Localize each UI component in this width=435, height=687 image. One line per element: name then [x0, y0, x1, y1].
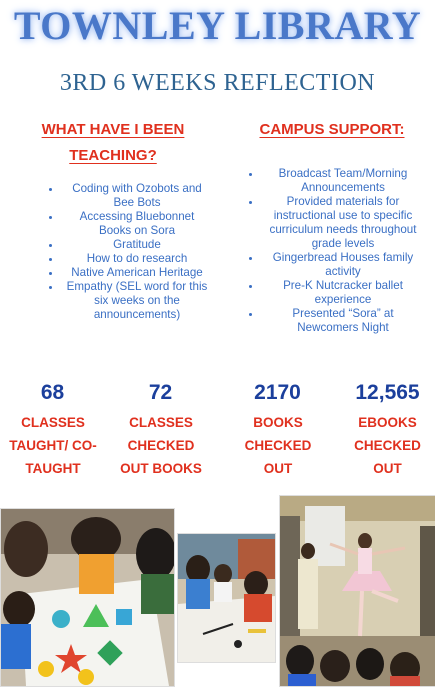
stat-books-value: 2170 — [254, 381, 301, 404]
campus-support-heading: CAMPUS SUPPORT: — [259, 121, 405, 138]
teaching-item: • How to do research — [62, 252, 212, 266]
stat-classes-checked-value: 72 — [148, 381, 173, 404]
teaching-item: • Accessing Bluebonnet Books on Sora — [62, 210, 212, 238]
teaching-heading: WHAT HAVE I BEEN TEACHING? — [41, 121, 185, 164]
teaching-item: • Coding with Ozobots and Bee Bots — [62, 182, 212, 210]
stat-ebooks-value: 12,565 — [355, 381, 420, 404]
campus-item: • Provided materials for instructional use to specific curriculum needs throughout grade levels — [262, 195, 424, 251]
campus-item: • Presented “Sora” at Newcomers Night — [262, 307, 424, 335]
teaching-item: • Native American Heritage — [62, 266, 212, 280]
stat-classes-taught-label: CLASSES TAUGHT/ CO-TAUGHT — [9, 415, 97, 476]
page-title: TOWNLEY LIBRARY — [13, 3, 422, 48]
campus-item: • Pre-K Nutcracker ballet experience — [262, 279, 424, 307]
campus-support-list — [248, 167, 424, 335]
page-subtitle: 3RD 6 WEEKS REFLECTION — [59, 70, 376, 96]
stat-classes-taught-value: 68 — [40, 381, 65, 404]
stat-ebooks-label: EBOOKS CHECKED OUT — [354, 415, 421, 476]
teaching-list — [48, 182, 212, 322]
campus-item: • Gingerbread Houses family activity — [262, 251, 424, 279]
teaching-item: • Gratitude — [62, 238, 212, 252]
campus-item: • Broadcast Team/Morning Announcements — [262, 167, 424, 195]
coding-activity-photo — [0, 508, 175, 687]
teaching-item: • Empathy (SEL word for this six weeks on the announcements) — [62, 280, 212, 322]
nutcracker-ballet-photo — [279, 495, 435, 687]
classroom-table-photo — [177, 533, 276, 663]
stat-classes-checked-label: CLASSES CHECKED OUT BOOKS — [120, 415, 202, 476]
stat-books-label: BOOKS CHECKED OUT — [244, 415, 312, 476]
